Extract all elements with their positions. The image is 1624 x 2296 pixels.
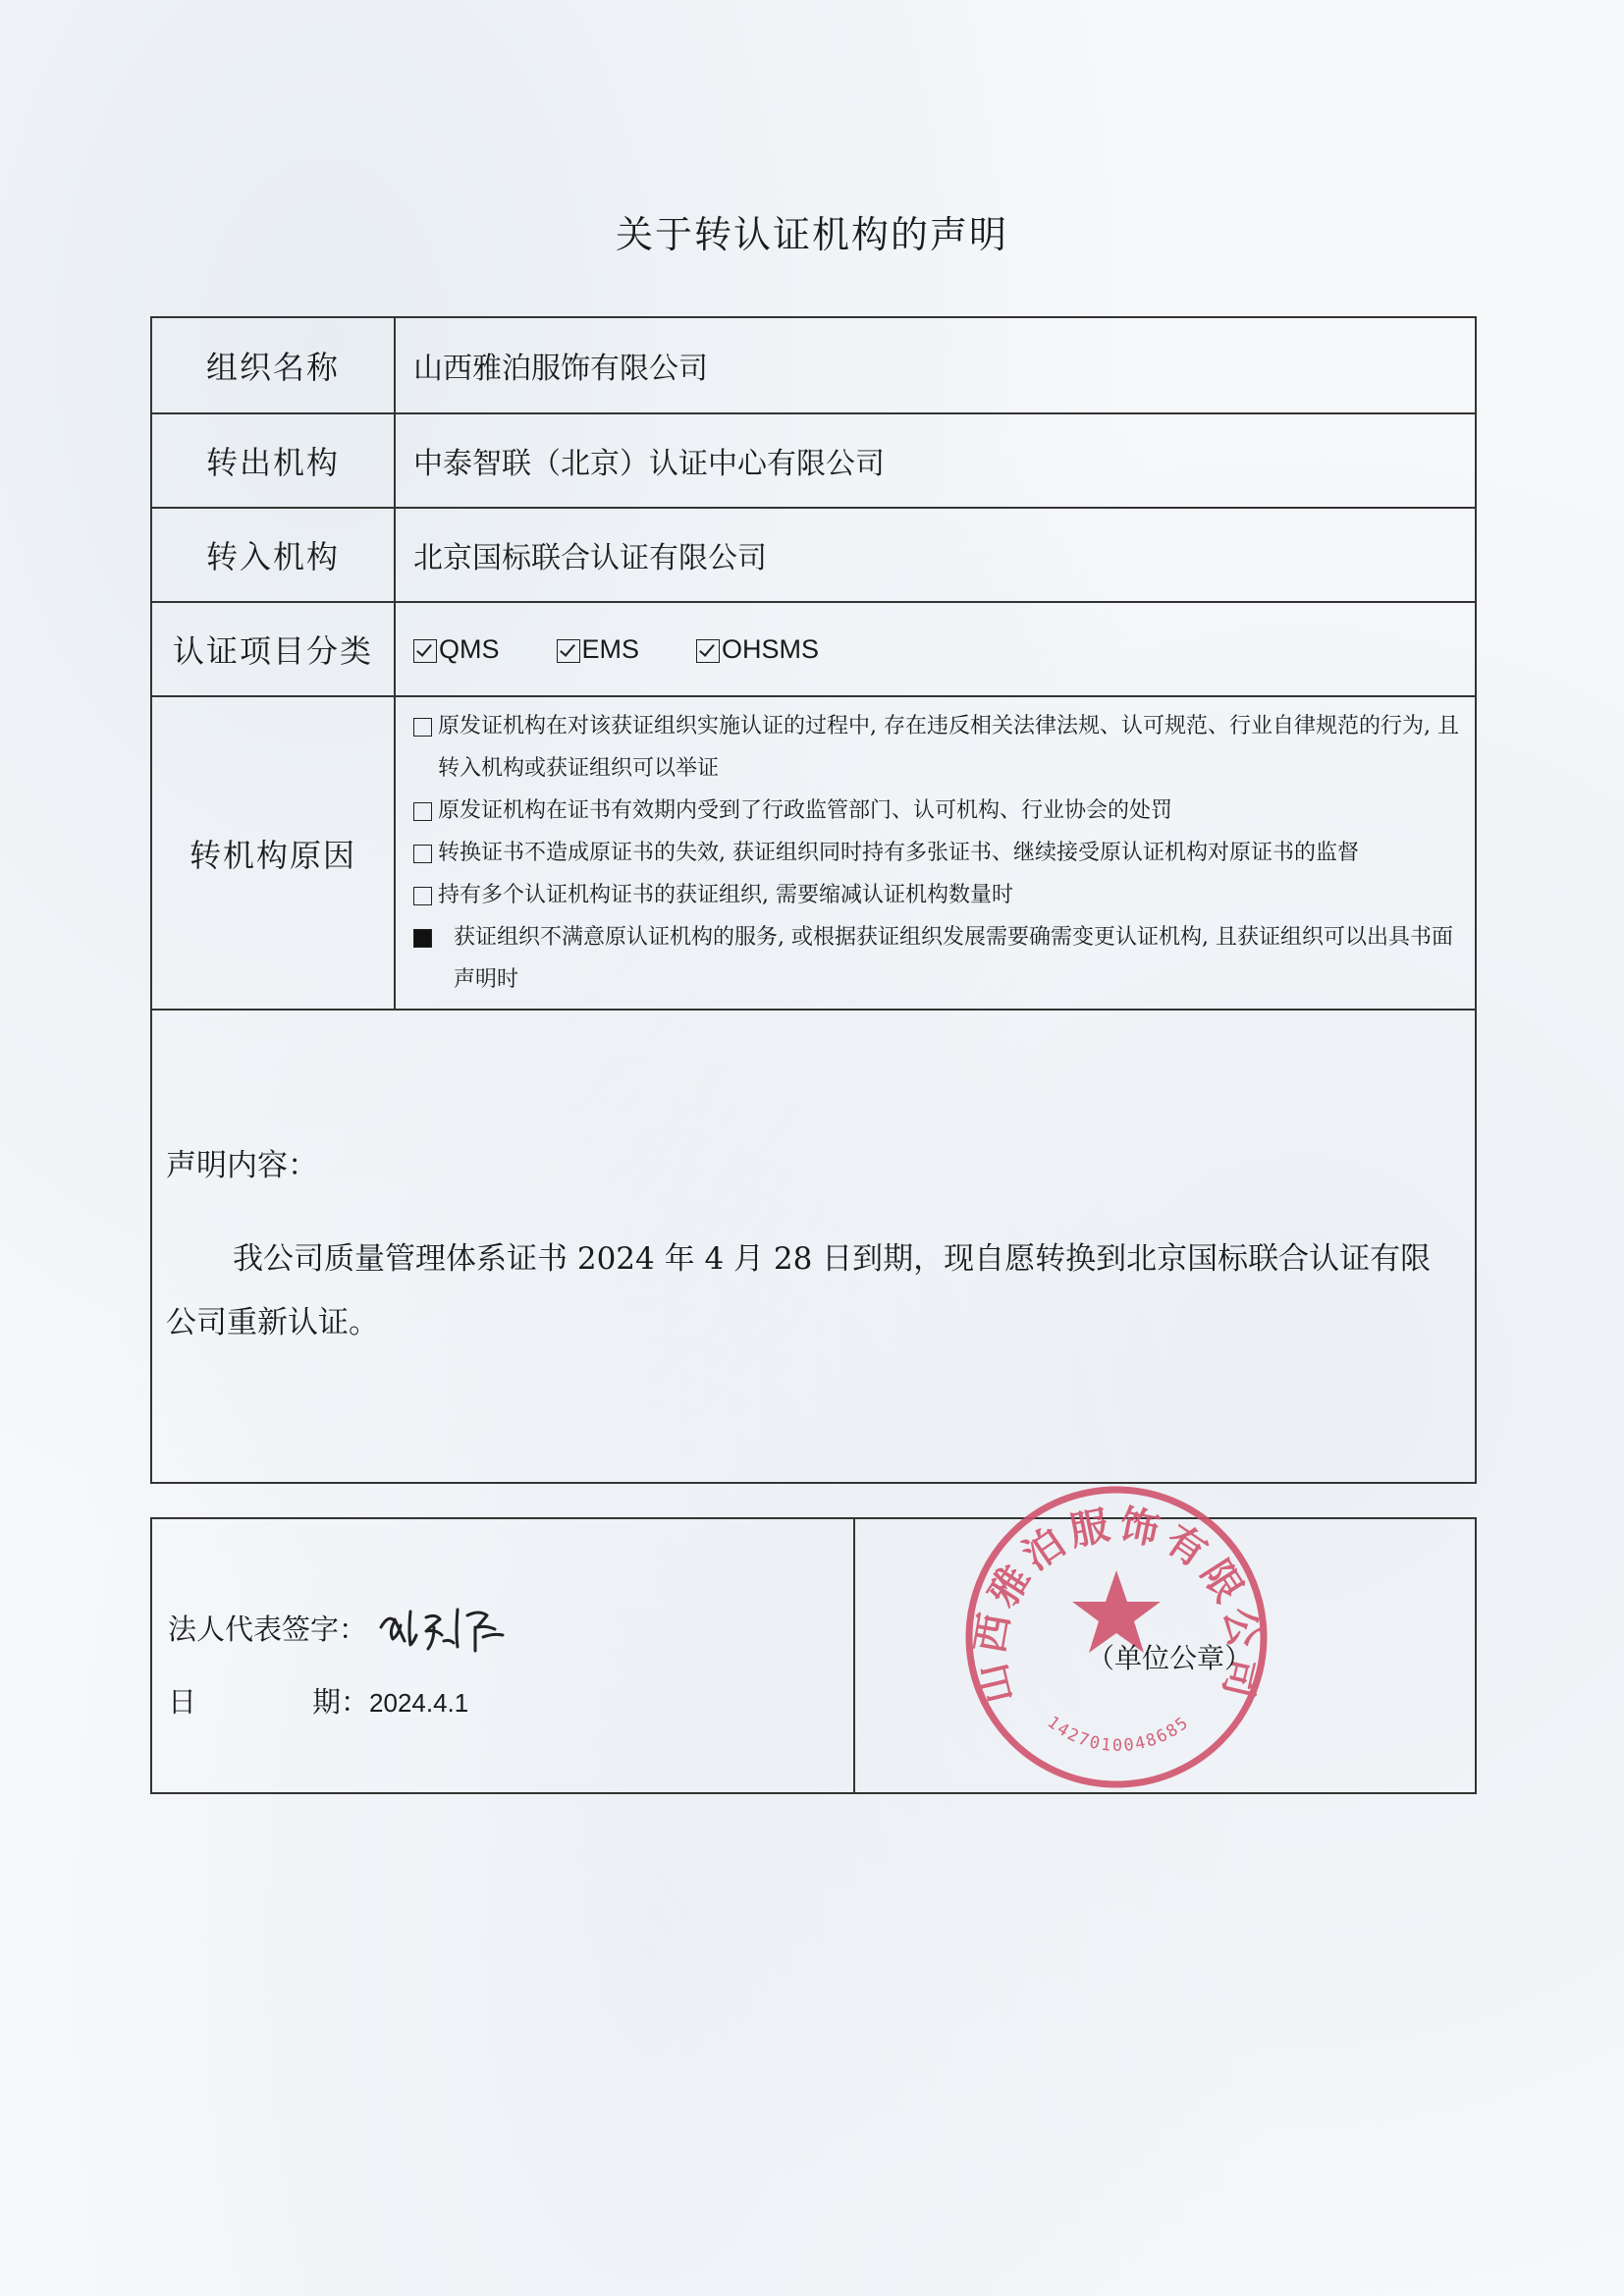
reason-item[interactable]: 持有多个认证机构证书的获证组织, 需要缩减认证机构数量时	[413, 874, 1465, 916]
qms-label: QMS	[439, 633, 500, 664]
seal-caption: （单位公章）	[1087, 1642, 1253, 1674]
category-options	[413, 634, 1474, 665]
date-line	[168, 1680, 468, 1721]
signature-line	[168, 1598, 511, 1657]
seal-text: 山西雅泊服饰有限公司	[966, 1501, 1269, 1709]
qms-checkbox[interactable]	[413, 639, 437, 663]
ohsms-option[interactable]	[696, 634, 819, 665]
reasons-label: 转机构原因	[151, 696, 395, 1010]
signature-table	[150, 1501, 1477, 1794]
category-label: 认证项目分类	[151, 602, 395, 696]
reason-checkbox[interactable]	[413, 802, 432, 821]
statement-label: 声明内容：	[166, 1147, 318, 1183]
signature-cell	[151, 1518, 854, 1793]
reason-item[interactable]: 原发证机构在证书有效期内受到了行政监管部门、认可机构、行业协会的处罚	[413, 790, 1465, 832]
handwritten-signature	[373, 1598, 511, 1657]
reason-item-selected[interactable]: 获证组织不满意原认证机构的服务, 或根据获证组织发展需要确需变更认证机构, 且获证组织可以出具书面声明时	[413, 916, 1465, 1001]
reason-item[interactable]: 转换证书不造成原证书的失效, 获证组织同时持有多张证书、继续接受原认证机构对原证书的监督	[413, 832, 1465, 874]
ohsms-label: OHSMS	[722, 633, 820, 664]
org-name-value: 山西雅泊服饰有限公司	[395, 317, 1476, 413]
ems-label: EMS	[581, 633, 640, 664]
transfer-out-value: 中泰智联（北京）认证中心有限公司	[395, 413, 1476, 508]
reason-item[interactable]: 原发证机构在对该获证组织实施认证的过程中, 存在违反相关法律法规、认可规范、行业自律规范的行为, 且转入机构或获证组织可以举证	[413, 705, 1465, 790]
date-label-char-1: 日	[168, 1685, 197, 1719]
statement-cell	[151, 1010, 1476, 1483]
signature-label: 法人代表签字：	[168, 1612, 368, 1646]
transfer-out-row	[151, 413, 1476, 508]
reason-checkbox[interactable]	[413, 718, 432, 737]
declaration-form	[150, 316, 1477, 1484]
reason-checkbox[interactable]	[413, 887, 432, 905]
ems-checkbox[interactable]	[557, 639, 580, 663]
page-title: 关于转认证机构的声明	[615, 213, 1008, 256]
transfer-in-row	[151, 508, 1476, 602]
qms-option[interactable]	[413, 634, 500, 665]
transfer-in-label: 转入机构	[151, 508, 395, 602]
ems-option[interactable]	[557, 634, 640, 665]
reason-checkbox-selected[interactable]	[413, 929, 432, 948]
date-value: 2024.4.1	[369, 1688, 469, 1718]
org-name-row	[151, 317, 1476, 413]
ohsms-checkbox[interactable]	[696, 639, 720, 663]
reasons-list	[395, 696, 1476, 1010]
statement-row	[151, 1010, 1476, 1483]
transfer-out-label: 转出机构	[151, 413, 395, 508]
seal-cell	[854, 1501, 1476, 1793]
statement-body: 我公司质量管理体系证书 2024 年 4 月 28 日到期，现自愿转换到北京国标联合认证有限公司重新认证。	[166, 1240, 1432, 1340]
org-name-label: 组织名称	[151, 317, 395, 413]
category-row	[151, 602, 1476, 696]
transfer-in-value: 北京国标联合认证有限公司	[395, 508, 1476, 602]
reasons-row	[151, 696, 1476, 1010]
date-label-char-2: 期：	[312, 1685, 370, 1719]
svg-text:1427010048685	[1044, 1713, 1194, 1756]
seal-number: 1427010048685	[1043, 1712, 1194, 1756]
reason-checkbox[interactable]	[413, 845, 432, 863]
